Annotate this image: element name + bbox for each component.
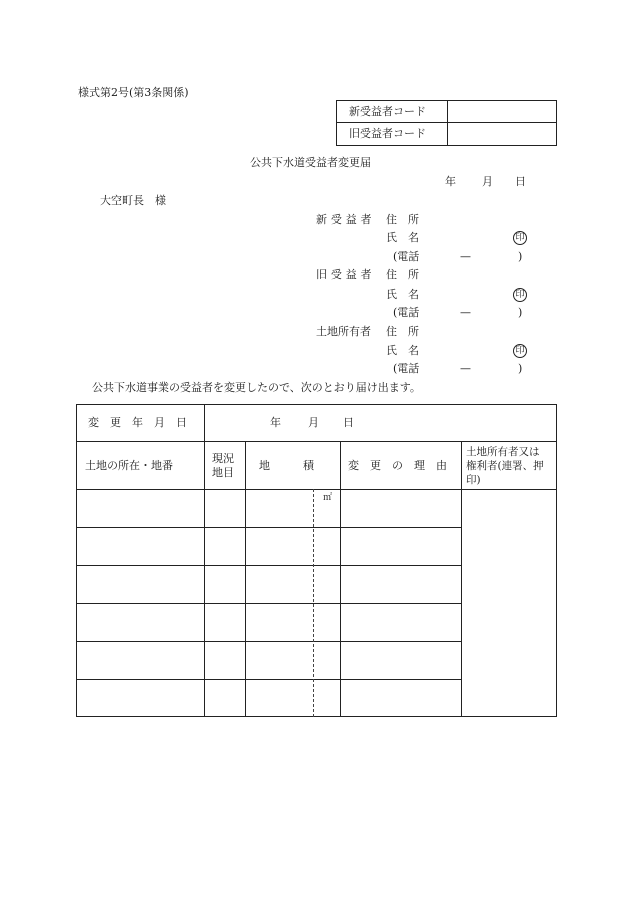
party-address-label: 住 所 <box>386 213 419 226</box>
party-address-label: 住 所 <box>386 325 419 338</box>
party-phone-dash: — <box>460 250 471 263</box>
party-role-old: 旧受益者 <box>316 268 376 281</box>
statement: 公共下水道事業の受益者を変更したので、次のとおり届け出ます。 <box>92 381 421 394</box>
party-name-label: 氏 名 <box>386 344 419 357</box>
party-name-label: 氏 名 <box>386 288 419 301</box>
change-date-day: 日 <box>343 416 354 429</box>
party-role-owner: 土地所有者 <box>316 325 371 338</box>
party-role-new: 新受益者 <box>316 213 376 226</box>
page-title: 公共下水道受益者変更届 <box>250 156 371 169</box>
party-phone-close: ) <box>518 306 523 319</box>
party-phone-close: ) <box>518 250 523 263</box>
date-month: 月 <box>482 175 493 188</box>
change-date-label: 変 更 年 月 日 <box>88 416 187 429</box>
form-label: 様式第2号(第3条関係) <box>78 86 189 99</box>
addressee: 大空町長 様 <box>100 194 166 207</box>
header-reason: 変 更 の 理 由 <box>348 458 447 472</box>
change-date-year: 年 <box>270 416 281 429</box>
party-phone-label: (電話 <box>393 306 420 319</box>
party-phone-label: (電話 <box>393 250 420 263</box>
header-land-category: 現況 地目 <box>212 451 234 479</box>
party-phone-dash: — <box>460 362 471 375</box>
party-name-label: 氏 名 <box>386 231 419 244</box>
seal-icon: 印 <box>513 288 527 302</box>
change-date-month: 月 <box>308 416 319 429</box>
party-phone-close: ) <box>518 362 523 375</box>
header-area: 地 積 <box>259 458 314 472</box>
old-code-label: 旧受益者コード <box>349 127 426 140</box>
date-day: 日 <box>515 175 526 188</box>
area-unit: ㎡ <box>323 493 333 503</box>
header-owner-consent: 土地所有者又は 権利者(連署、押印) <box>466 445 544 486</box>
new-code-label: 新受益者コード <box>349 105 426 118</box>
party-phone-label: (電話 <box>393 362 420 375</box>
new-code-field[interactable] <box>449 102 555 122</box>
date-year: 年 <box>445 175 456 188</box>
party-phone-dash: — <box>460 306 471 319</box>
seal-icon: 印 <box>513 231 527 245</box>
old-code-field[interactable] <box>449 124 555 144</box>
seal-icon: 印 <box>513 344 527 358</box>
party-address-label: 住 所 <box>386 268 419 281</box>
header-location: 土地の所在・地番 <box>85 458 173 472</box>
